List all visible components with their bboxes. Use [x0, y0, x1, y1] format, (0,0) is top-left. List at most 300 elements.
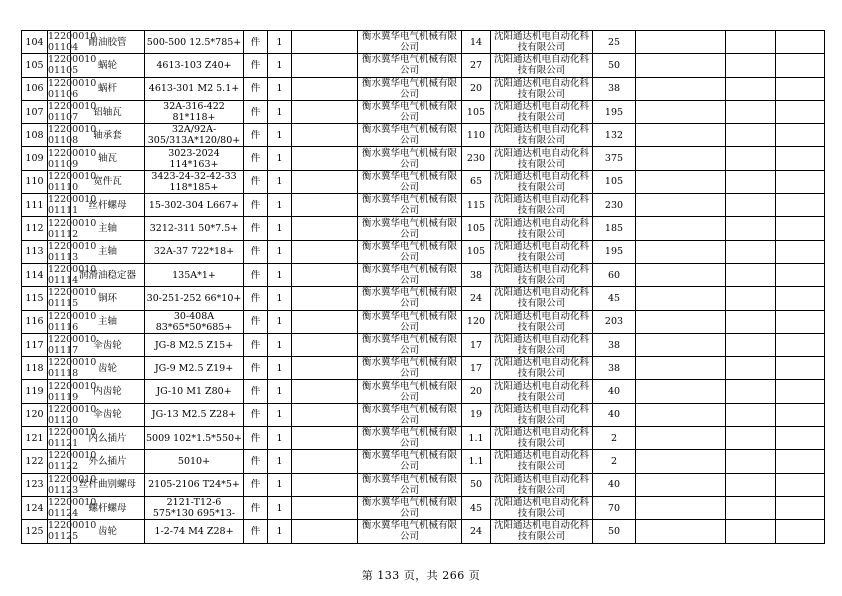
empty-cell [776, 450, 825, 473]
part-spec: 5010+ [145, 450, 244, 473]
empty-cell [726, 263, 776, 286]
company-name: 沈阳通达机电自动化科技有限公司 [491, 496, 593, 519]
supplier-name: 衡水冀华电气机械有限公司 [358, 31, 462, 54]
page-footer: 第 133 页，共 266 页 [361, 569, 481, 582]
empty-cell [726, 427, 776, 450]
part-name: 内么插片 [71, 427, 145, 450]
part-code: 12200010 01109 [48, 147, 97, 170]
empty-cell [292, 147, 358, 170]
supplier-price: 1.1 [462, 427, 491, 450]
unit: 件 [244, 473, 268, 496]
company-price: 195 [593, 100, 636, 123]
part-spec: 2121-T12-6 575*130 695*13- [145, 496, 244, 519]
supplier-price: 105 [462, 240, 491, 263]
empty-cell [726, 287, 776, 310]
company-price: 45 [593, 287, 636, 310]
table-row [22, 287, 825, 310]
empty-cell [726, 496, 776, 519]
quantity: 1 [268, 473, 292, 496]
unit: 件 [244, 380, 268, 403]
part-name: 蜗杆 [71, 77, 145, 100]
unit: 件 [244, 427, 268, 450]
empty-cell [636, 263, 726, 286]
part-spec: 4613-301 M2 5.1+ [145, 77, 244, 100]
empty-cell [292, 403, 358, 426]
empty-cell [726, 240, 776, 263]
empty-cell [726, 170, 776, 193]
company-name: 沈阳通达机电自动化科技有限公司 [491, 333, 593, 356]
empty-cell [292, 77, 358, 100]
empty-cell [726, 357, 776, 380]
company-name: 沈阳通达机电自动化科技有限公司 [491, 473, 593, 496]
part-spec: JG-13 M2.5 Z28+ [145, 403, 244, 426]
part-spec: 30-408A 83*65*50*685+ [145, 310, 244, 333]
empty-cell [726, 310, 776, 333]
quantity: 1 [268, 520, 292, 543]
company-name: 沈阳通达机电自动化科技有限公司 [491, 77, 593, 100]
empty-cell [776, 77, 825, 100]
quantity: 1 [268, 263, 292, 286]
quantity: 1 [268, 147, 292, 170]
empty-cell [292, 357, 358, 380]
part-spec: 3023-2024 114*163+ [145, 147, 244, 170]
empty-cell [726, 194, 776, 217]
empty-cell [776, 520, 825, 543]
part-code: 12200010 01125 [48, 520, 97, 543]
unit: 件 [244, 170, 268, 193]
unit: 件 [244, 450, 268, 473]
unit: 件 [244, 357, 268, 380]
table-row [22, 520, 825, 543]
unit: 件 [244, 310, 268, 333]
supplier-name: 衡水冀华电气机械有限公司 [358, 333, 462, 356]
empty-cell [776, 496, 825, 519]
company-price: 70 [593, 496, 636, 519]
empty-cell [292, 124, 358, 147]
part-spec: 2105-2106 T24*5+ [145, 473, 244, 496]
empty-cell [726, 520, 776, 543]
part-name: 丝杆曲别螺母 [71, 473, 145, 496]
company-name: 沈阳通达机电自动化科技有限公司 [491, 217, 593, 240]
part-name: 宽件瓦 [71, 170, 145, 193]
empty-cell [636, 450, 726, 473]
unit: 件 [244, 77, 268, 100]
company-price: 375 [593, 147, 636, 170]
part-code: 12200010 01106 [48, 77, 97, 100]
part-code: 12200010 01115 [48, 287, 97, 310]
empty-cell [776, 473, 825, 496]
part-name: 伞齿轮 [71, 403, 145, 426]
supplier-name: 衡水冀华电气机械有限公司 [358, 194, 462, 217]
empty-cell [726, 54, 776, 77]
company-price: 38 [593, 357, 636, 380]
part-code: 12200010 01122 [48, 450, 97, 473]
table-row [22, 263, 825, 286]
quantity: 1 [268, 217, 292, 240]
empty-cell [776, 100, 825, 123]
company-name: 沈阳通达机电自动化科技有限公司 [491, 54, 593, 77]
row-number: 110 [22, 170, 48, 193]
company-price: 50 [593, 520, 636, 543]
unit: 件 [244, 217, 268, 240]
part-name: 轴承套 [71, 124, 145, 147]
unit: 件 [244, 147, 268, 170]
part-code: 12200010 01111 [48, 194, 97, 217]
row-number: 124 [22, 496, 48, 519]
empty-cell [776, 427, 825, 450]
table-row [22, 100, 825, 123]
part-name: 铝轴瓦 [71, 100, 145, 123]
supplier-price: 24 [462, 520, 491, 543]
row-number: 115 [22, 287, 48, 310]
supplier-price: 14 [462, 31, 491, 54]
empty-cell [776, 287, 825, 310]
empty-cell [292, 496, 358, 519]
unit: 件 [244, 520, 268, 543]
part-code: 12200010 01119 [48, 380, 97, 403]
quantity: 1 [268, 100, 292, 123]
part-name: 齿轮 [71, 357, 145, 380]
supplier-price: 1.1 [462, 450, 491, 473]
part-name: 铜环 [71, 287, 145, 310]
supplier-price: 230 [462, 147, 491, 170]
part-spec: 32A-37 722*18+ [145, 240, 244, 263]
empty-cell [292, 263, 358, 286]
quantity: 1 [268, 450, 292, 473]
table-row [22, 450, 825, 473]
empty-cell [636, 496, 726, 519]
table-row [22, 473, 825, 496]
supplier-name: 衡水冀华电气机械有限公司 [358, 403, 462, 426]
row-number: 125 [22, 520, 48, 543]
empty-cell [292, 100, 358, 123]
part-code: 12200010 01124 [48, 497, 97, 520]
empty-cell [636, 310, 726, 333]
company-name: 沈阳通达机电自动化科技有限公司 [491, 520, 593, 543]
empty-cell [776, 124, 825, 147]
supplier-price: 115 [462, 194, 491, 217]
supplier-price: 17 [462, 357, 491, 380]
empty-cell [636, 403, 726, 426]
empty-cell [636, 240, 726, 263]
supplier-name: 衡水冀华电气机械有限公司 [358, 520, 462, 543]
empty-cell [776, 240, 825, 263]
quantity: 1 [268, 194, 292, 217]
empty-cell [776, 147, 825, 170]
part-code: 12200010 01105 [48, 54, 97, 77]
empty-cell [636, 333, 726, 356]
company-price: 105 [593, 170, 636, 193]
supplier-name: 衡水冀华电气机械有限公司 [358, 147, 462, 170]
part-spec: 32A/92A-305/313A*120/80+ [145, 124, 244, 147]
empty-cell [726, 403, 776, 426]
part-spec: 3423-24-32-42-33 118*185+ [145, 170, 244, 193]
empty-cell [636, 170, 726, 193]
supplier-price: 19 [462, 403, 491, 426]
table-row [22, 403, 825, 426]
supplier-price: 38 [462, 263, 491, 286]
table-row [22, 217, 825, 240]
empty-cell [726, 380, 776, 403]
company-name: 沈阳通达机电自动化科技有限公司 [491, 147, 593, 170]
table-row [22, 170, 825, 193]
company-price: 132 [593, 124, 636, 147]
quantity: 1 [268, 403, 292, 426]
part-code: 12200010 01114 [48, 264, 97, 287]
quantity: 1 [268, 77, 292, 100]
unit: 件 [244, 100, 268, 123]
company-name: 沈阳通达机电自动化科技有限公司 [491, 100, 593, 123]
part-code: 12200010 01112 [48, 217, 97, 240]
empty-cell [776, 263, 825, 286]
part-code: 12200010 01123 [48, 473, 97, 496]
part-spec: 15-302-304 L667+ [145, 194, 244, 217]
quantity: 1 [268, 287, 292, 310]
empty-cell [726, 217, 776, 240]
row-number: 107 [22, 100, 48, 123]
quantity: 1 [268, 357, 292, 380]
quantity: 1 [268, 170, 292, 193]
part-spec: 32A-316-422 81*118+ [145, 100, 244, 123]
empty-cell [776, 357, 825, 380]
row-number: 114 [22, 263, 48, 286]
part-code: 12200010 01120 [48, 403, 97, 426]
quantity: 1 [268, 240, 292, 263]
empty-cell [292, 310, 358, 333]
company-name: 沈阳通达机电自动化科技有限公司 [491, 450, 593, 473]
table-row [22, 31, 825, 54]
company-name: 沈阳通达机电自动化科技有限公司 [491, 170, 593, 193]
quantity: 1 [268, 427, 292, 450]
supplier-name: 衡水冀华电气机械有限公司 [358, 170, 462, 193]
empty-cell [776, 333, 825, 356]
part-code: 12200010 01118 [48, 357, 97, 380]
empty-cell [776, 380, 825, 403]
empty-cell [776, 403, 825, 426]
part-spec: 30-251-252 66*10+ [145, 287, 244, 310]
quantity: 1 [268, 333, 292, 356]
supplier-price: 110 [462, 124, 491, 147]
company-price: 38 [593, 333, 636, 356]
row-number: 121 [22, 427, 48, 450]
empty-cell [636, 520, 726, 543]
empty-cell [636, 380, 726, 403]
empty-cell [292, 520, 358, 543]
empty-cell [726, 450, 776, 473]
supplier-name: 衡水冀华电气机械有限公司 [358, 380, 462, 403]
supplier-price: 105 [462, 217, 491, 240]
part-name: 润滑油稳定器 [71, 263, 145, 286]
company-price: 40 [593, 403, 636, 426]
part-name: 主轴 [71, 240, 145, 263]
row-number: 123 [22, 473, 48, 496]
row-number: 106 [22, 77, 48, 100]
empty-cell [726, 333, 776, 356]
company-price: 38 [593, 77, 636, 100]
table-row [22, 496, 825, 519]
empty-cell [636, 473, 726, 496]
supplier-name: 衡水冀华电气机械有限公司 [358, 100, 462, 123]
company-name: 沈阳通达机电自动化科技有限公司 [491, 287, 593, 310]
part-code: 12200010 01110 [48, 170, 97, 193]
row-number: 104 [22, 31, 48, 54]
part-code: 12200010 01107 [48, 101, 97, 124]
quantity: 1 [268, 380, 292, 403]
part-code: 12200010 01121 [48, 427, 97, 450]
supplier-name: 衡水冀华电气机械有限公司 [358, 427, 462, 450]
table-row [22, 357, 825, 380]
row-number: 122 [22, 450, 48, 473]
part-name: 伞齿轮 [71, 333, 145, 356]
supplier-price: 17 [462, 333, 491, 356]
part-code: 12200010 01116 [48, 310, 97, 333]
company-price: 40 [593, 380, 636, 403]
company-name: 沈阳通达机电自动化科技有限公司 [491, 31, 593, 54]
company-price: 195 [593, 240, 636, 263]
empty-cell [636, 31, 726, 54]
empty-cell [776, 217, 825, 240]
supplier-name: 衡水冀华电气机械有限公司 [358, 54, 462, 77]
row-number: 120 [22, 403, 48, 426]
unit: 件 [244, 31, 268, 54]
part-spec: 1-2-74 M4 Z28+ [145, 520, 244, 543]
company-price: 50 [593, 54, 636, 77]
company-name: 沈阳通达机电自动化科技有限公司 [491, 263, 593, 286]
table-row [22, 77, 825, 100]
empty-cell [726, 77, 776, 100]
supplier-price: 50 [462, 473, 491, 496]
company-name: 沈阳通达机电自动化科技有限公司 [491, 403, 593, 426]
company-name: 沈阳通达机电自动化科技有限公司 [491, 310, 593, 333]
unit: 件 [244, 54, 268, 77]
part-spec: 5009 102*1.5*550+ [145, 427, 244, 450]
part-name: 螺杆螺母 [71, 496, 145, 519]
empty-cell [636, 287, 726, 310]
supplier-price: 65 [462, 170, 491, 193]
empty-cell [292, 427, 358, 450]
company-price: 230 [593, 194, 636, 217]
company-price: 40 [593, 473, 636, 496]
company-price: 2 [593, 427, 636, 450]
empty-cell [776, 194, 825, 217]
row-number: 117 [22, 333, 48, 356]
empty-cell [726, 31, 776, 54]
supplier-name: 衡水冀华电气机械有限公司 [358, 310, 462, 333]
supplier-price: 24 [462, 287, 491, 310]
part-name: 齿轮 [71, 520, 145, 543]
quantity: 1 [268, 124, 292, 147]
empty-cell [292, 217, 358, 240]
company-price: 25 [593, 31, 636, 54]
row-number: 119 [22, 380, 48, 403]
supplier-name: 衡水冀华电气机械有限公司 [358, 263, 462, 286]
table-row [22, 427, 825, 450]
table-row [22, 240, 825, 263]
supplier-price: 120 [462, 310, 491, 333]
empty-cell [636, 147, 726, 170]
part-spec: JG-8 M2.5 Z15+ [145, 333, 244, 356]
empty-cell [636, 194, 726, 217]
quantity: 1 [268, 496, 292, 519]
empty-cell [636, 357, 726, 380]
supplier-price: 45 [462, 496, 491, 519]
empty-cell [292, 450, 358, 473]
parts-table [21, 30, 825, 544]
supplier-price: 27 [462, 54, 491, 77]
part-name: 丝杆螺母 [71, 194, 145, 217]
supplier-name: 衡水冀华电气机械有限公司 [358, 357, 462, 380]
empty-cell [292, 287, 358, 310]
part-name: 主轴 [71, 310, 145, 333]
part-code: 12200010 01113 [48, 240, 97, 263]
unit: 件 [244, 496, 268, 519]
company-price: 185 [593, 217, 636, 240]
supplier-price: 20 [462, 380, 491, 403]
company-price: 2 [593, 450, 636, 473]
quantity: 1 [268, 310, 292, 333]
empty-cell [636, 54, 726, 77]
part-name: 耐油胶管 [71, 31, 145, 54]
part-name: 外么插片 [71, 450, 145, 473]
part-spec: 135A*1+ [145, 263, 244, 286]
empty-cell [292, 54, 358, 77]
empty-cell [636, 217, 726, 240]
company-name: 沈阳通达机电自动化科技有限公司 [491, 380, 593, 403]
part-spec: 4613-103 Z40+ [145, 54, 244, 77]
part-code: 12200010 01108 [48, 124, 97, 147]
row-number: 108 [22, 124, 48, 147]
empty-cell [292, 31, 358, 54]
part-code: 12200010 01104 [48, 31, 97, 54]
supplier-price: 20 [462, 77, 491, 100]
quantity: 1 [268, 31, 292, 54]
company-price: 60 [593, 263, 636, 286]
empty-cell [292, 194, 358, 217]
table-row [22, 310, 825, 333]
empty-cell [292, 333, 358, 356]
supplier-name: 衡水冀华电气机械有限公司 [358, 287, 462, 310]
part-name: 蜗轮 [71, 54, 145, 77]
empty-cell [636, 427, 726, 450]
empty-cell [726, 147, 776, 170]
unit: 件 [244, 194, 268, 217]
empty-cell [292, 380, 358, 403]
part-spec: 500-500 12.5*785+ [145, 31, 244, 54]
part-code: 12200010 01117 [48, 334, 97, 356]
company-name: 沈阳通达机电自动化科技有限公司 [491, 240, 593, 263]
unit: 件 [244, 287, 268, 310]
supplier-name: 衡水冀华电气机械有限公司 [358, 496, 462, 519]
table-row [22, 194, 825, 217]
empty-cell [726, 100, 776, 123]
part-spec: 3212-311 50*7.5+ [145, 217, 244, 240]
row-number: 111 [22, 194, 48, 217]
row-number: 116 [22, 310, 48, 333]
part-spec: JG-10 M1 Z80+ [145, 380, 244, 403]
empty-cell [776, 310, 825, 333]
table-row [22, 380, 825, 403]
supplier-name: 衡水冀华电气机械有限公司 [358, 450, 462, 473]
company-price: 203 [593, 310, 636, 333]
unit: 件 [244, 124, 268, 147]
empty-cell [292, 170, 358, 193]
supplier-name: 衡水冀华电气机械有限公司 [358, 124, 462, 147]
table-row [22, 54, 825, 77]
empty-cell [636, 77, 726, 100]
empty-cell [292, 473, 358, 496]
company-name: 沈阳通达机电自动化科技有限公司 [491, 427, 593, 450]
table-row [22, 147, 825, 170]
